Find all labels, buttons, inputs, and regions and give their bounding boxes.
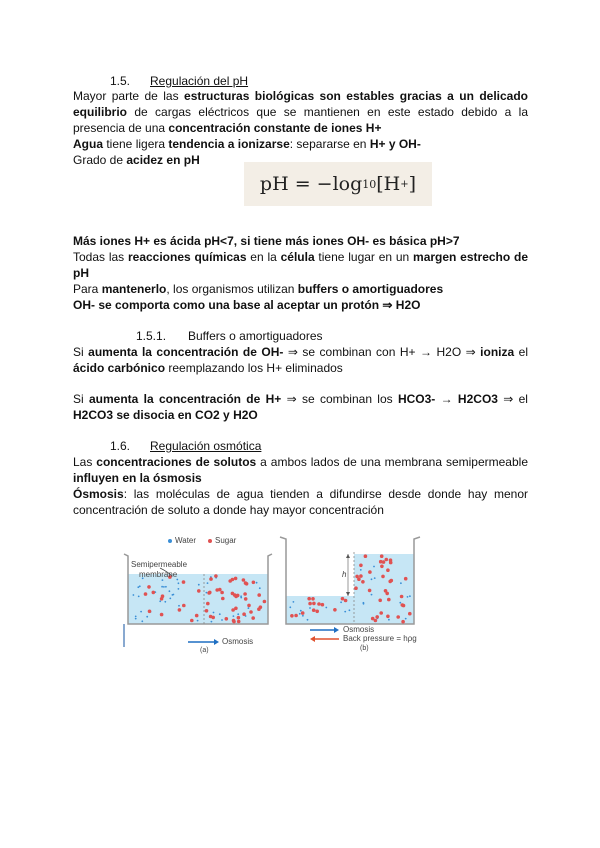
water-molecule — [169, 598, 171, 600]
sugar-molecule — [206, 602, 210, 606]
sugar-molecule — [221, 597, 225, 601]
water-dot-icon — [168, 539, 172, 543]
water-molecule — [138, 596, 140, 598]
water-molecule — [259, 587, 261, 589]
sugar-molecule — [321, 603, 325, 607]
water-molecule — [140, 611, 142, 613]
sugar-molecule — [178, 608, 182, 612]
sugar-molecule — [148, 610, 152, 614]
paragraph-line: Las concentraciones de solutos a ambos lados de una membrana semipermeable — [73, 455, 528, 469]
water-molecule — [206, 592, 208, 594]
sugar-molecule — [359, 574, 363, 578]
sugar-molecule — [234, 595, 238, 599]
sugar-molecule — [182, 604, 186, 608]
sugar-molecule — [389, 558, 393, 562]
paragraph-line: ácido carbónico reemplazando los H+ eliminados — [73, 361, 343, 375]
sugar-molecule — [301, 611, 305, 615]
height-arrow-top — [346, 554, 350, 558]
paragraph-line: Ósmosis: las moléculas de agua tienden a difundirse desde donde hay menor — [73, 487, 528, 501]
water-molecule — [293, 601, 295, 603]
water-molecule — [371, 578, 373, 580]
sugar-molecule — [211, 616, 215, 620]
sugar-molecule — [231, 578, 235, 582]
water-molecule — [307, 619, 309, 621]
sugar-molecule — [387, 598, 391, 602]
water-molecule — [248, 607, 250, 609]
water-molecule — [178, 588, 180, 590]
height-arrow-bottom — [346, 592, 350, 596]
sugar-molecule — [232, 620, 236, 624]
water-molecule — [146, 616, 148, 618]
sugar-molecule — [263, 600, 267, 604]
sugar-molecule — [333, 608, 337, 612]
beaker-b-left-fluid — [286, 596, 354, 624]
sugar-molecule — [190, 619, 194, 623]
water-molecule — [256, 582, 258, 584]
sugar-molecule — [225, 617, 229, 621]
sugar-molecule — [382, 560, 386, 564]
section-heading-1-5-1 — [136, 329, 323, 344]
paragraph-line: equilibrio de cargas eléctricos que se mantienen en este estado debido a la — [73, 105, 528, 119]
sugar-molecule — [355, 575, 359, 579]
sugar-molecule — [315, 610, 319, 614]
sugar-molecule — [247, 604, 251, 608]
sugar-dot-icon — [208, 539, 212, 543]
beaker-b-right-fluid — [354, 554, 414, 624]
section-title: Buffers o amortiguadores — [188, 329, 323, 343]
sugar-molecule — [249, 610, 253, 614]
water-molecule — [240, 597, 242, 599]
sugar-molecule — [317, 602, 321, 606]
paragraph-line: concentración de soluto a donde hay mayor concentración — [73, 503, 384, 517]
agua-line: Agua tiene ligera tendencia a ionizarse: separarse en H+ y OH- — [73, 137, 421, 151]
paragraph-line: influyen en la ósmosis — [73, 471, 202, 485]
sugar-molecule — [359, 564, 363, 568]
sugar-molecule — [341, 597, 345, 601]
sugar-molecule — [390, 579, 394, 583]
sugar-molecule — [385, 558, 389, 562]
sugar-molecule — [182, 580, 186, 584]
sugar-molecule — [294, 614, 298, 618]
water-molecule — [309, 607, 311, 609]
sugar-molecule — [386, 568, 390, 572]
water-molecule — [407, 596, 409, 598]
sugar-molecule — [384, 589, 388, 593]
paragraph-line: H2CO3 se disocia en CO2 y H2O — [73, 408, 258, 422]
sugar-molecule — [400, 595, 404, 599]
paragraph-line: Mayor parte de las estructuras biológicas son estables gracias a un delicado — [73, 89, 529, 103]
water-molecule — [135, 618, 137, 620]
membrane-label: Semipermeable membrane — [131, 560, 188, 579]
section-number: 1.6. — [110, 439, 131, 453]
sugar-molecule — [307, 597, 311, 601]
sugar-molecule — [381, 575, 385, 579]
osmosis-figure — [120, 532, 440, 654]
sugar-molecule — [396, 615, 400, 619]
water-molecule — [325, 607, 327, 609]
water-molecule — [137, 586, 139, 588]
sugar-molecule — [257, 607, 261, 611]
paragraph-line: OH- se comporta como una base al aceptar un protón ⇒ H2O — [73, 298, 421, 312]
water-molecule — [211, 621, 213, 623]
sugar-molecule — [152, 591, 156, 595]
sugar-molecule — [375, 615, 379, 619]
water-molecule — [198, 584, 200, 586]
sugar-molecule — [243, 592, 247, 596]
osmosis-arrow-b-head — [334, 627, 339, 633]
acidity-line: Más iones H+ es ácida pH<7, si tiene más iones OH- es básica pH>7 — [73, 234, 460, 248]
water-molecule — [400, 582, 402, 584]
water-molecule — [139, 585, 141, 587]
sugar-molecule — [161, 594, 165, 598]
sugar-molecule — [368, 589, 372, 593]
section-title: Regulación del pH — [150, 74, 249, 88]
water-molecule — [173, 594, 175, 596]
sugar-molecule — [220, 591, 224, 595]
paragraph-line: Si aumenta la concentración de OH- ⇒ se combinan con H+ → H2O ⇒ ioniza el — [73, 345, 528, 359]
sugar-molecule — [361, 580, 365, 584]
water-molecule — [388, 619, 390, 621]
sugar-molecule — [234, 607, 238, 611]
sugar-molecule — [209, 577, 213, 581]
osmosis-arrow-a-head — [214, 639, 219, 645]
panel-label-b: (b) — [360, 645, 369, 652]
sugar-molecule — [251, 616, 255, 620]
legend-water: Water — [168, 536, 196, 546]
sugar-molecule — [344, 599, 348, 603]
water-molecule — [363, 602, 365, 604]
sugar-molecule — [237, 616, 241, 620]
sugar-molecule — [401, 620, 405, 624]
sugar-molecule — [195, 614, 199, 618]
water-molecule — [197, 620, 199, 622]
sugar-molecule — [252, 581, 256, 585]
sugar-molecule — [290, 614, 294, 618]
sugar-molecule — [214, 574, 218, 578]
water-molecule — [221, 619, 223, 621]
water-molecule — [178, 582, 180, 584]
paragraph-line: pH — [73, 266, 89, 280]
sugar-molecule — [160, 613, 164, 617]
height-label: h — [342, 570, 347, 579]
water-molecule — [299, 613, 301, 615]
sugar-molecule — [237, 620, 241, 624]
section-number: 1.5.1. — [136, 329, 167, 343]
water-molecule — [405, 618, 407, 620]
legend-sugar: Sugar — [208, 536, 236, 546]
sugar-molecule — [215, 588, 219, 592]
water-molecule — [300, 610, 302, 612]
sugar-molecule — [242, 612, 246, 616]
sugar-molecule — [244, 597, 248, 601]
sugar-molecule — [404, 577, 408, 581]
sugar-molecule — [312, 602, 316, 606]
water-molecule — [399, 602, 401, 604]
water-molecule — [169, 590, 171, 592]
water-molecule — [213, 612, 215, 614]
sugar-molecule — [380, 565, 384, 569]
paragraph-line: Para mantenerlo, los organismos utilizan buffers o amortiguadores — [73, 282, 444, 296]
sugar-molecule — [386, 615, 390, 619]
sugar-molecule — [234, 577, 238, 581]
grado-line: Grado de acidez en pH — [73, 153, 200, 167]
sugar-molecule — [144, 592, 148, 596]
paragraph-line: Si aumenta la concentración de H+ ⇒ se combinan los HCO3- → H2CO3 ⇒ el — [73, 392, 528, 406]
water-molecule — [237, 613, 239, 615]
water-molecule — [165, 586, 167, 588]
water-molecule — [233, 615, 235, 617]
water-molecule — [374, 577, 376, 579]
sugar-molecule — [378, 599, 382, 603]
sugar-molecule — [368, 570, 372, 574]
water-molecule — [344, 611, 346, 613]
water-molecule — [207, 582, 209, 584]
sugar-molecule — [312, 608, 316, 612]
water-molecule — [373, 566, 375, 568]
section-number: 1.5. — [110, 74, 131, 88]
sugar-molecule — [147, 585, 151, 589]
water-molecule — [159, 600, 161, 602]
sugar-molecule — [308, 602, 312, 606]
water-molecule — [371, 594, 373, 596]
sugar-molecule — [245, 582, 249, 586]
panel-label-a: (a) — [200, 647, 209, 654]
paragraph-line: presencia de una concentración constante de iones H+ — [73, 121, 382, 135]
sugar-molecule — [379, 611, 383, 615]
section-heading-1-5 — [110, 74, 248, 89]
water-molecule — [302, 615, 304, 617]
water-molecule — [409, 595, 411, 597]
water-molecule — [133, 594, 135, 596]
water-molecule — [340, 601, 342, 603]
sugar-molecule — [207, 591, 211, 595]
sugar-molecule — [205, 609, 209, 613]
sugar-molecule — [197, 589, 201, 593]
sugar-molecule — [231, 592, 235, 596]
section-title: Regulación osmótica — [150, 439, 262, 453]
ph-formula: pH = −log 10 [H + ] — [244, 162, 432, 206]
sugar-molecule — [371, 617, 375, 621]
sugar-molecule — [364, 554, 368, 558]
water-molecule — [141, 620, 143, 622]
water-molecule — [178, 605, 180, 607]
water-molecule — [360, 569, 362, 571]
water-molecule — [135, 616, 137, 618]
water-molecule — [289, 606, 291, 608]
sugar-molecule — [242, 578, 246, 582]
osmosis-label-a: Osmosis — [222, 637, 254, 646]
back-pressure-arrow-head — [310, 636, 315, 642]
sugar-molecule — [380, 554, 384, 558]
sugar-molecule — [354, 586, 358, 590]
water-molecule — [219, 613, 221, 615]
section-heading-1-6 — [110, 439, 261, 454]
sugar-molecule — [311, 597, 315, 601]
back-pressure-label: Back pressure = hρg — [343, 634, 417, 643]
sugar-molecule — [257, 593, 261, 597]
water-molecule — [163, 586, 165, 588]
osmosis-label-b: Osmosis — [343, 625, 375, 634]
paragraph-line: Todas las reacciones químicas en la célula tiene lugar en un margen estrecho de — [73, 250, 529, 264]
water-molecule — [161, 586, 163, 588]
water-molecule — [164, 601, 166, 603]
sugar-molecule — [402, 604, 406, 608]
osmosis-diagram — [120, 532, 440, 647]
sugar-molecule — [408, 612, 412, 616]
water-molecule — [349, 609, 351, 611]
